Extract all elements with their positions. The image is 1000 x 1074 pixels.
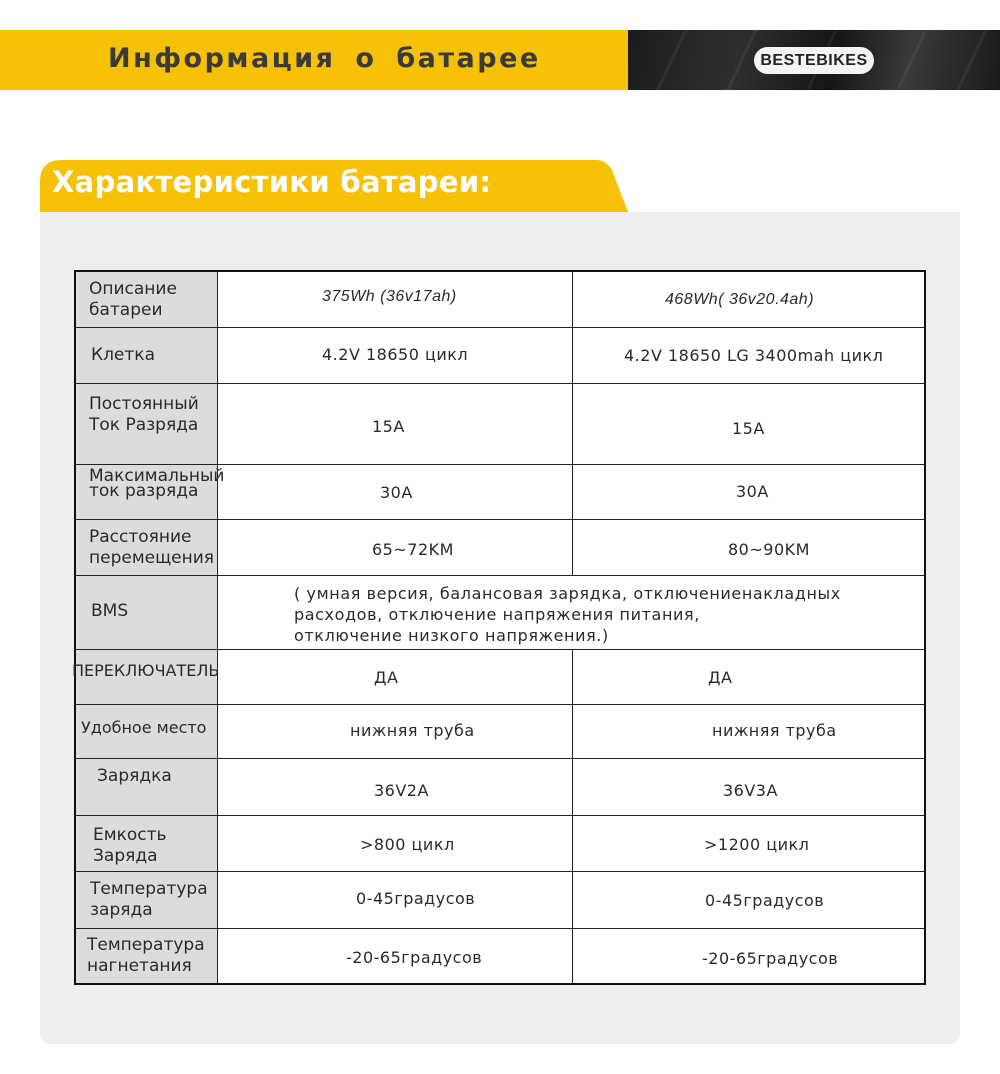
row-label-location: Удобное место [81,718,207,737]
brand-logo: BESTEBIKES [754,47,874,74]
cell-cell-col1: 4.2V 18650 цикл [322,345,469,364]
row-label-charge-temp: Температура заряда [90,879,208,920]
cell-continuous-col1: 15A [372,417,405,436]
row-label-continuous-discharge: Постоянный Ток Разряда [89,394,199,435]
row-label-charger: Зарядка [97,766,172,786]
cell-location-col1: нижняя труба [350,721,475,740]
row-label-discharge-temp: Температура нагнетания [87,935,205,976]
row-label-cell: Клетка [91,345,155,365]
cell-charge-temp-col2: 0-45градусов [705,891,825,910]
label-column [76,272,217,983]
cell-charger-col2: 36V3A [723,781,778,800]
row-label-travel-distance: Расстояние перемещения [89,527,214,568]
cell-distance-col1: 65~72KM [372,540,454,559]
row-label-bms: BMS [91,601,129,621]
cell-charge-temp-col1: 0-45градусов [356,889,476,908]
banner-title: Информация о батарее [108,43,541,74]
row-label-switch: ПЕРЕКЛЮЧАТЕЛЬ [72,661,220,680]
cell-continuous-col2: 15A [732,419,765,438]
row-label-cycle-capacity: Емкость Заряда [93,825,167,866]
cell-distance-col2: 80~90KM [728,540,810,559]
cell-468wh: 468Wh( 36v20.4ah) [665,291,815,308]
cell-cell-col2: 4.2V 18650 LG 3400mah цикл [624,346,884,365]
cell-location-col2: нижняя труба [712,721,837,740]
section-title: Характеристики батареи: [52,165,492,199]
cell-375wh: 375Wh (36v17ah) [322,288,457,305]
row-label-battery-description: Описание батареи [89,279,177,320]
row-label-max-discharge: Максимальный ток разряда [89,466,225,501]
cell-switch-col1: ДА [374,668,399,687]
cell-cycles-col2: >1200 цикл [704,835,810,854]
cell-max-col1: 30A [380,483,413,502]
battery-spec-table [74,270,926,985]
cell-max-col2: 30A [736,482,769,501]
cell-cycles-col1: >800 цикл [360,835,455,854]
cell-discharge-temp-col2: -20-65градусов [702,949,839,968]
cell-charger-col1: 36V2A [374,781,429,800]
cell-discharge-temp-col1: -20-65градусов [346,948,483,967]
cell-switch-col2: ДА [708,668,733,687]
cell-bms-description: ( умная версия, балансовая зарядка, отключениенакладных расходов, отключение напряжения питания, отключение низкого напряжения.) [294,584,841,645]
